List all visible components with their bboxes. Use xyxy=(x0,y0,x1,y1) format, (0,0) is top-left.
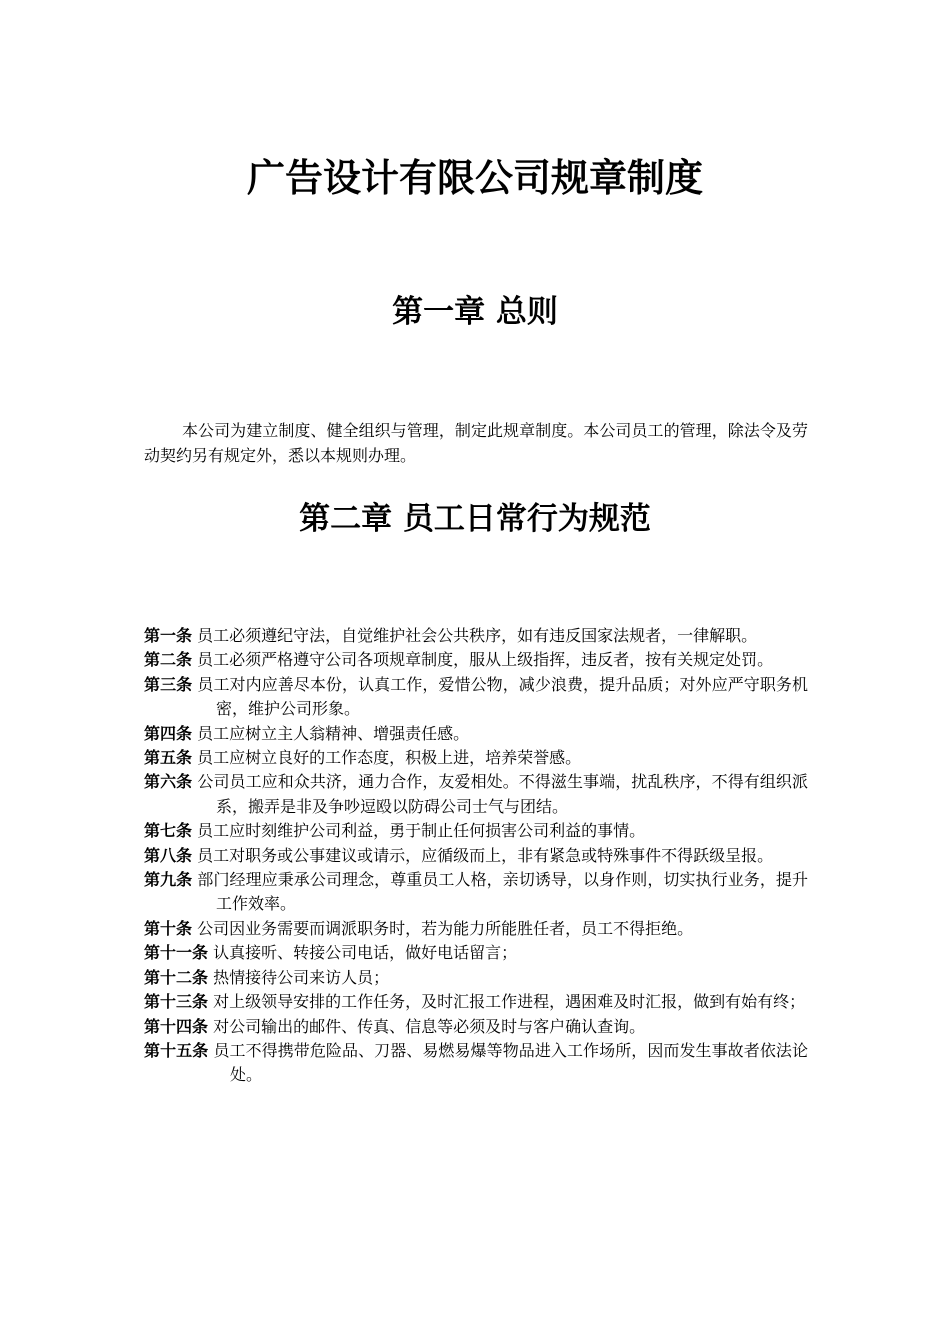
article-2 xyxy=(144,648,808,672)
article-text: 热情接待公司来访人员； xyxy=(213,967,390,987)
article-text: 公司员工应和众共济，通力合作，友爱相处。不得滋生事端，扰乱秩序，不得有组织派系，搬弄是非及争吵逗殴以防碍公司士气与团结。 xyxy=(197,772,808,816)
article-number: 第一条 xyxy=(144,626,193,645)
article-number: 第十一条 xyxy=(144,943,209,963)
article-number: 第十三条 xyxy=(144,992,209,1012)
article-number: 第七条 xyxy=(144,821,193,841)
article-12 xyxy=(144,966,808,990)
article-13 xyxy=(144,990,808,1014)
article-number: 第六条 xyxy=(144,772,193,792)
article-number: 第八条 xyxy=(144,845,193,865)
article-text: 员工应时刻维护公司利益，勇于制止任何损害公司利益的事情。 xyxy=(197,821,646,841)
article-text: 员工不得携带危险品、刀器、易燃易爆等物品进入工作场所，因而发生事故者依法论处。 xyxy=(213,1040,808,1085)
article-number: 第四条 xyxy=(144,723,193,743)
article-text: 公司因业务需要而调派职务时，若为能力所能胜任者，员工不得拒绝。 xyxy=(197,918,694,938)
article-text: 认真接听、转接公司电话，做好电话留言； xyxy=(213,943,518,963)
article-text: 员工对内应善尽本份，认真工作，爱惜公物，减少浪费，提升品质；对外应严守职务机密，维护公司形象。 xyxy=(197,674,808,719)
document-title: 广告设计有限公司规章制度 xyxy=(246,156,703,200)
article-text: 员工应树立良好的工作态度，积极上进，培养荣誉感。 xyxy=(197,748,582,768)
article-9 xyxy=(144,868,808,917)
article-8 xyxy=(144,844,808,868)
chapter-1-intro: 本公司为建立制度、健全组织与管理，制定此规章制度。本公司员工的管理，除法令及劳动契约另有规定外，悉以本规则办理。 xyxy=(144,421,808,465)
article-text: 对上级领导安排的工作任务，及时汇报工作进程，遇困难及时汇报，做到有始有终； xyxy=(213,992,806,1012)
article-number: 第十四条 xyxy=(144,1016,209,1036)
article-text: 员工必须遵纪守法，自觉维护社会公共秩序，如有违反国家法规者，一律解职。 xyxy=(197,626,758,645)
article-number: 第三条 xyxy=(144,674,193,694)
article-number: 第十条 xyxy=(144,918,193,938)
article-text: 对公司输出的邮件、传真、信息等必须及时与客户确认查询。 xyxy=(213,1016,646,1036)
article-1 xyxy=(144,624,808,648)
article-5 xyxy=(144,746,808,770)
article-3 xyxy=(144,673,808,722)
article-number: 第十五条 xyxy=(144,1040,209,1060)
article-number: 第二条 xyxy=(144,650,193,670)
article-text: 员工对职务或公事建议或请示，应循级而上，非有紧急或特殊事件不得跃级呈报。 xyxy=(197,845,774,865)
article-number: 第九条 xyxy=(144,870,193,890)
chapter-1-heading: 第一章 总则 xyxy=(392,294,558,330)
article-14 xyxy=(144,1015,808,1039)
article-number: 第十二条 xyxy=(144,967,209,987)
article-text: 员工应树立主人翁精神、增强责任感。 xyxy=(197,723,470,743)
article-6 xyxy=(144,770,808,819)
article-4 xyxy=(144,722,808,746)
article-text: 员工必须严格遵守公司各项规章制度，服从上级指挥，违反者，按有关规定处罚。 xyxy=(197,650,774,670)
article-number: 第五条 xyxy=(144,748,193,768)
article-list xyxy=(144,624,808,1088)
article-15 xyxy=(144,1039,808,1088)
article-7 xyxy=(144,819,808,843)
chapter-2-heading: 第二章 员工日常行为规范 xyxy=(299,501,651,537)
article-10 xyxy=(144,917,808,941)
article-text: 部门经理应秉承公司理念，尊重员工人格，亲切诱导，以身作则，切实执行业务，提升工作效率。 xyxy=(197,870,808,914)
article-11 xyxy=(144,941,808,965)
